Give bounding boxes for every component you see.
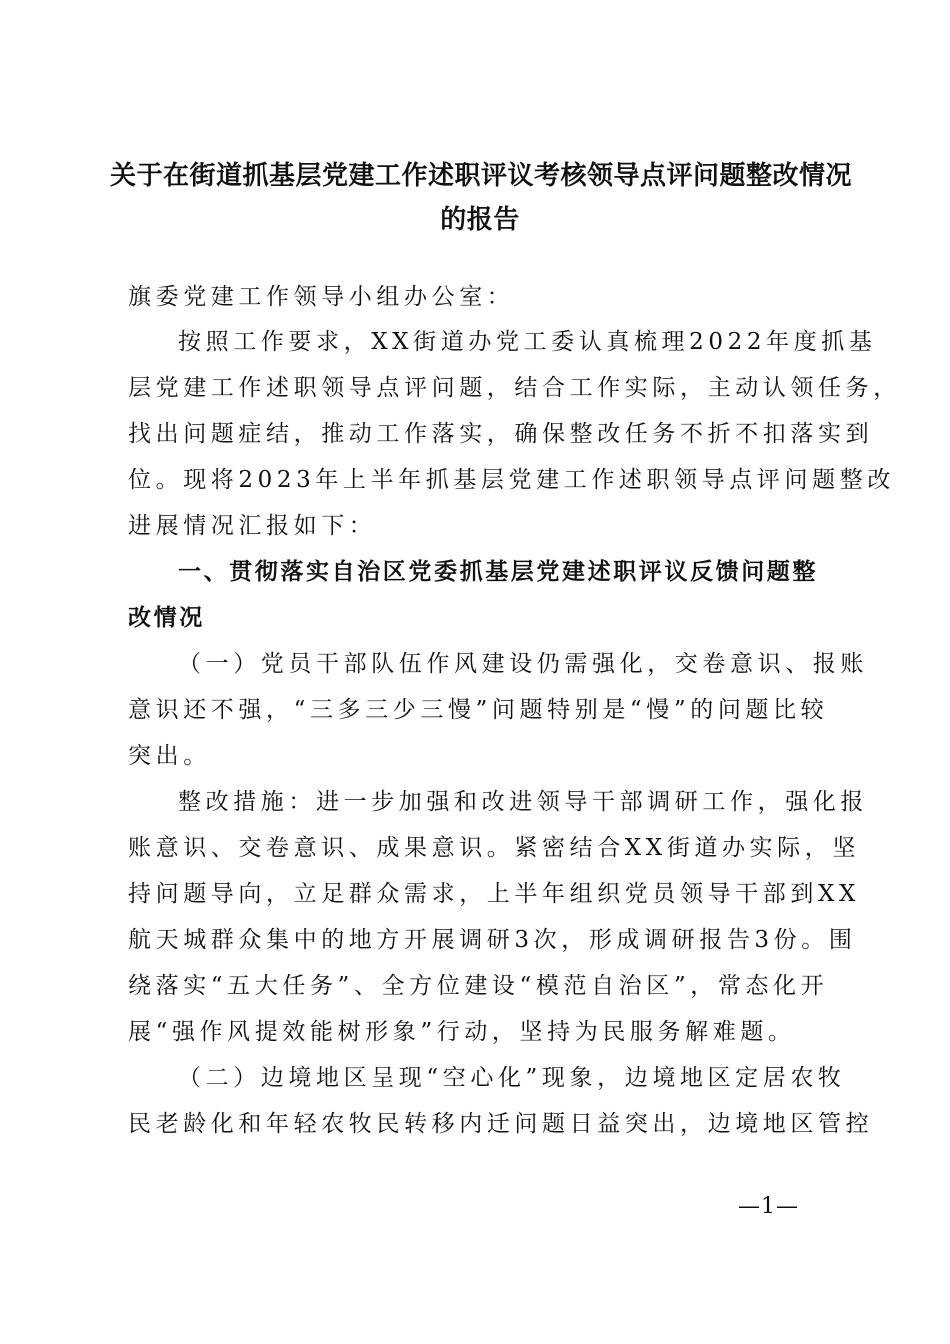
item2-line: 民老龄化和年轻农牧民转移内迁问题日益突出，边境地区管控 [128, 1111, 874, 1137]
intro-line: 位。现将2023年上半年抓基层党建工作述职领导点评问题整改 [128, 467, 895, 493]
item1-line: 突出。 [128, 743, 211, 769]
item1-line: （一）党员干部队伍作风建设仍需强化，交卷意识、报账 [178, 651, 868, 677]
report-title-line-2: 的报告 [440, 205, 520, 235]
item2-line: （二）边境地区呈现“空心化”现象，边境地区定居农牧 [178, 1065, 846, 1091]
measures1-line: 持问题导向，立足群众需求，上半年组织党员领导干部到XX [128, 881, 860, 907]
item1-line: 意识还不强，“三多三少三慢”问题特别是“慢”的问题比较 [128, 697, 829, 723]
intro-line: 进展情况汇报如下： [128, 513, 377, 539]
section-heading-line: 改情况 [128, 605, 205, 631]
intro-line: 层党建工作述职领导点评问题，结合工作实际，主动认领任务， [128, 375, 901, 401]
measures1-line: 绕落实“五大任务”、全方位建设“模范自治区”，常态化开 [128, 973, 829, 999]
measures1-line: 展“强作风提效能树形象”行动，坚持为民服务解难题。 [128, 1019, 796, 1045]
intro-line: 找出问题症结，推动工作落实，确保整改任务不折不扣落实到 [128, 421, 874, 447]
intro-line: 按照工作要求，XX街道办党工委认真梳理2022年度抓基 [178, 329, 877, 355]
salutation: 旗委党建工作领导小组办公室： [128, 284, 515, 310]
report-title-line-1: 关于在街道抓基层党建工作述职评议考核领导点评问题整改情况 [110, 161, 853, 191]
section-heading-line: 一、贯彻落实自治区党委抓基层党建述职评议反馈问题整 [178, 559, 818, 585]
page-number: —1— [738, 1194, 799, 1219]
measures1-line: 账意识、交卷意识、成果意识。紧密结合XX街道办实际，坚 [128, 835, 860, 861]
measures1-line: 整改措施：进一步加强和改进领导干部调研工作，强化报 [178, 789, 868, 815]
measures1-line: 航天城群众集中的地方开展调研3次，形成调研报告3份。围 [128, 927, 857, 953]
